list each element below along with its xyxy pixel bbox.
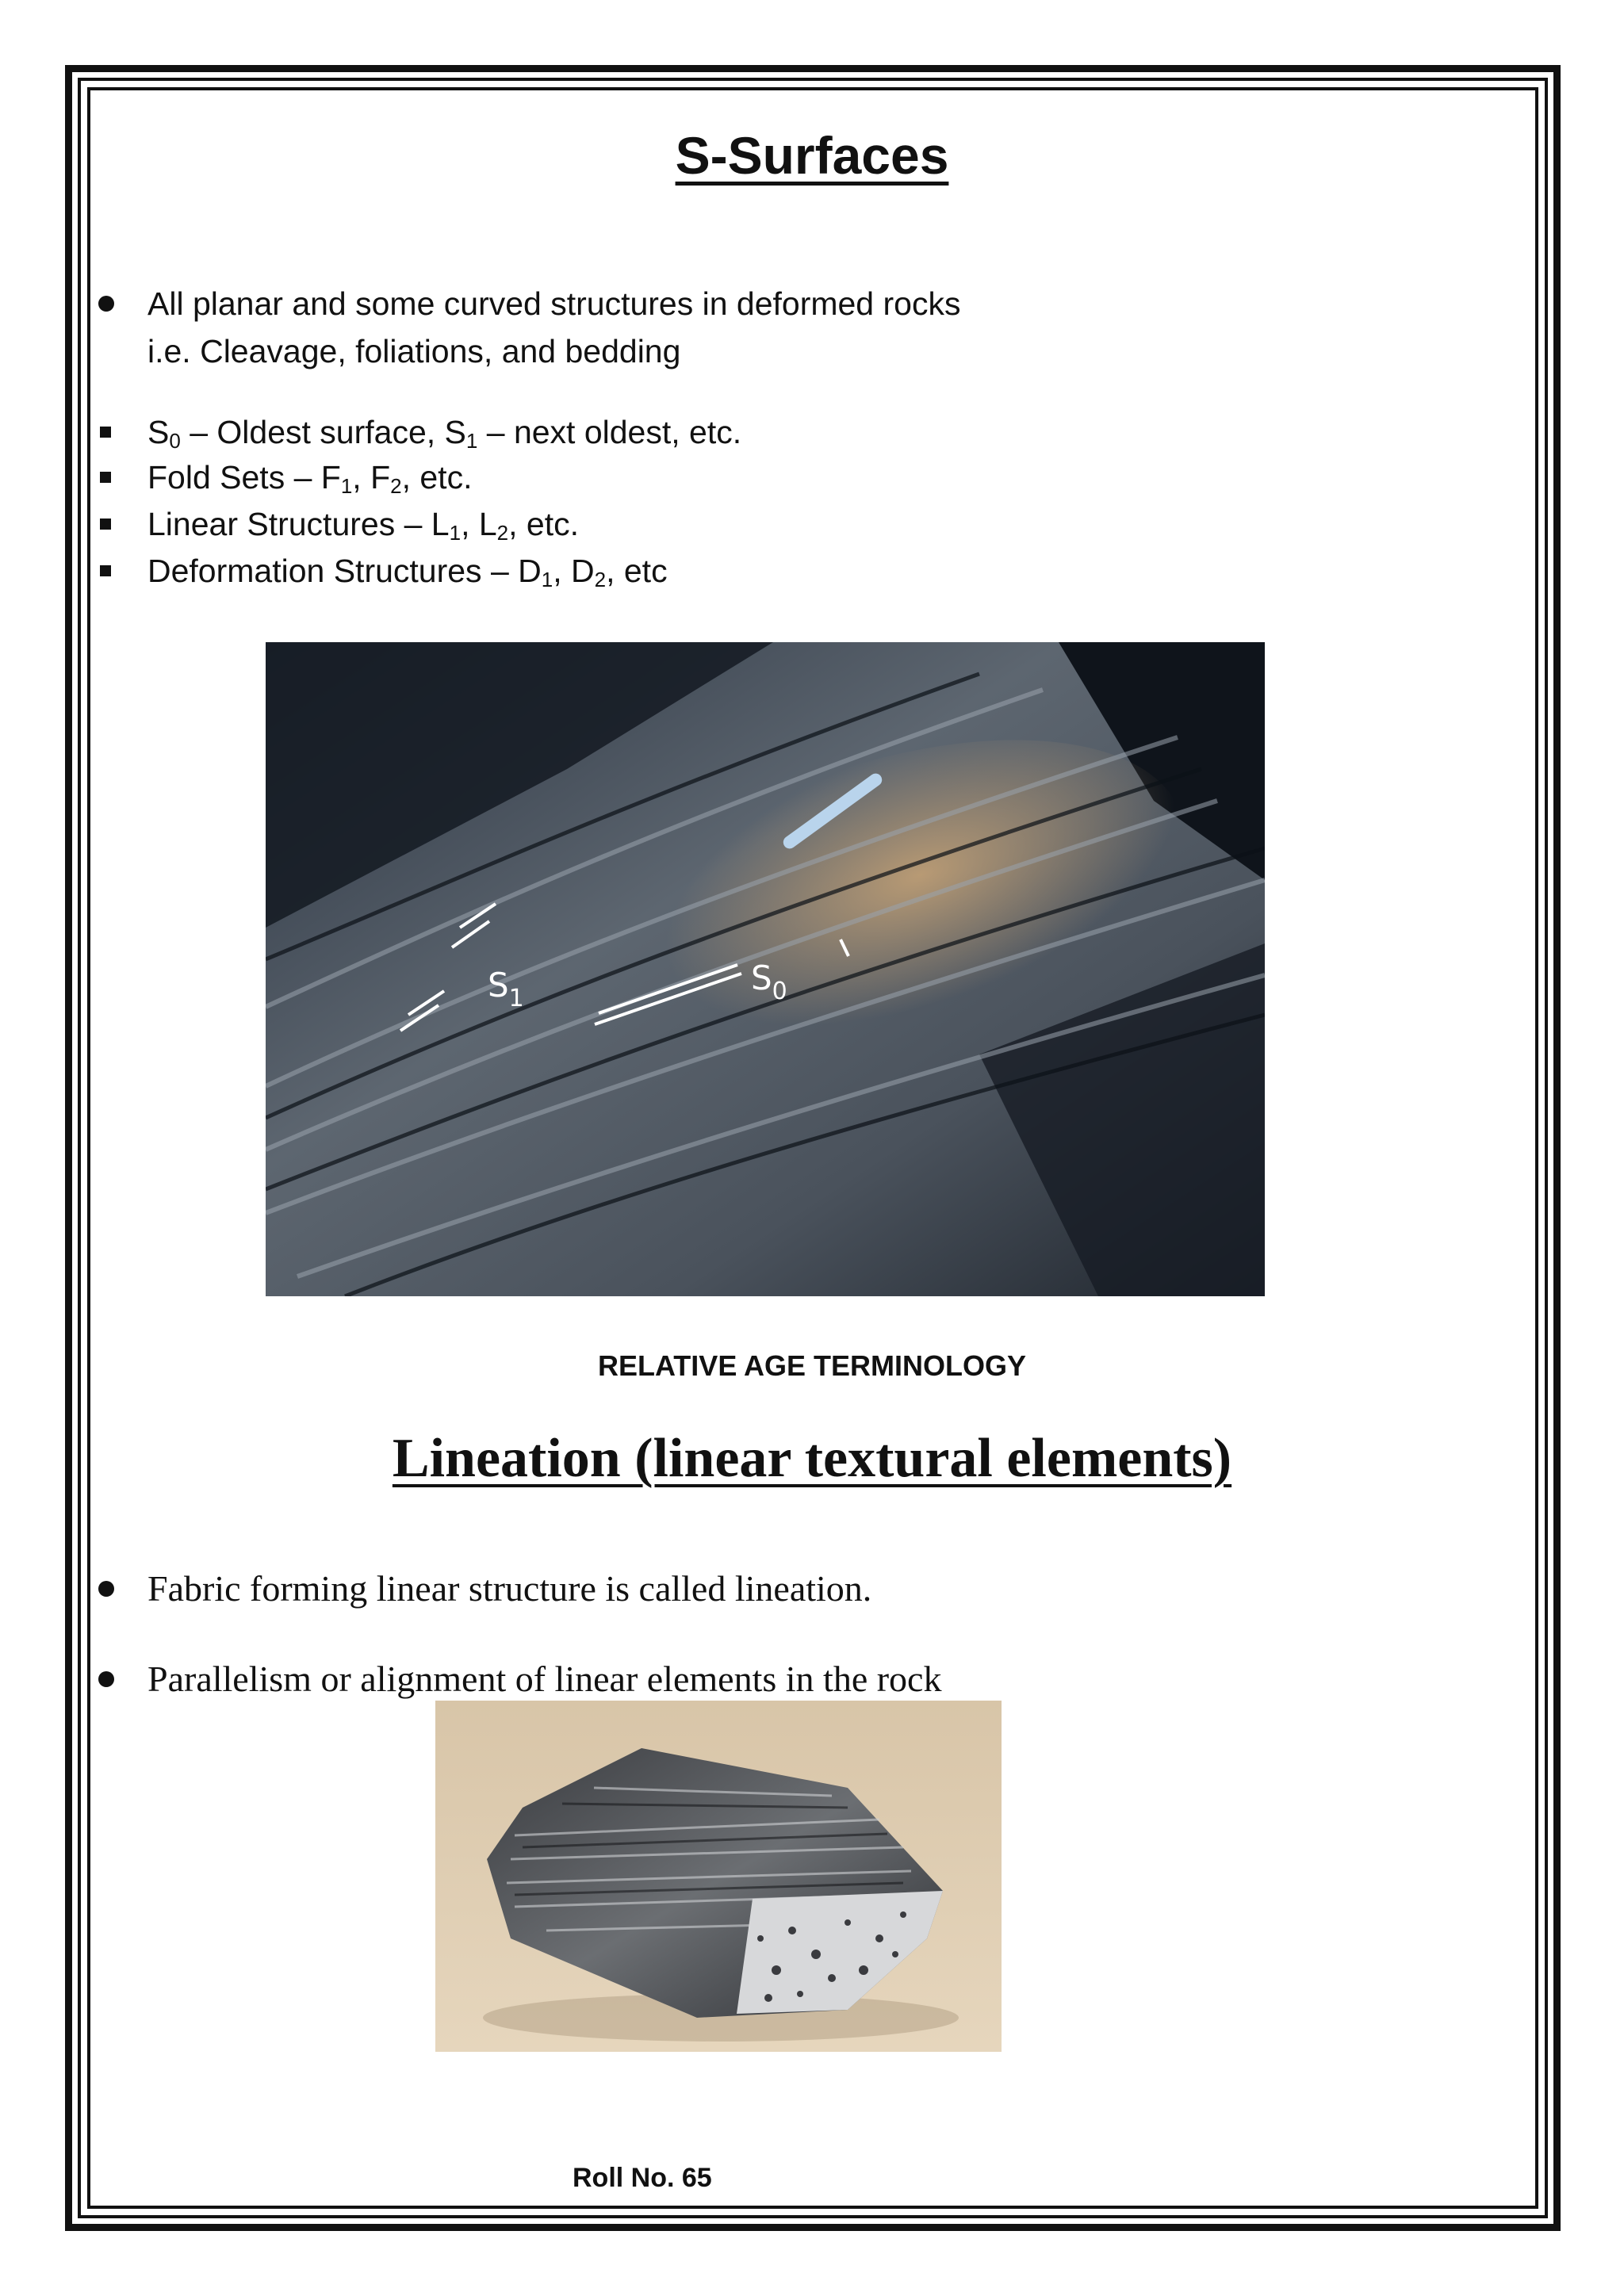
- list-item-deformation-structures: Deformation Structures – $D_1$, $D_2$, etc: [147, 553, 668, 591]
- roll-number: Roll No. 65: [573, 2163, 712, 2193]
- lineation-title: Lineation (linear textural elements): [392, 1428, 1232, 1489]
- s0-photo-label: $S_0$: [751, 959, 787, 1005]
- list-item-fold-sets: Fold Sets – $F_1$, $F_2$, etc.: [147, 459, 473, 498]
- list-item-linear-structures: Linear Structures – $L_1$, $L_2$, etc.: [147, 506, 579, 545]
- bullet-dot-icon: [98, 1671, 114, 1687]
- bullet-dot-icon: [98, 296, 114, 312]
- square-bullet-icon: [100, 519, 111, 530]
- lineated-rock-photo: [435, 1701, 1002, 2052]
- lineation-definition: Fabric forming linear structure is called lineation.: [147, 1568, 872, 1609]
- lineation-parallelism: Parallelism or alignment of linear elements in the rock: [147, 1659, 942, 1699]
- s-surfaces-title: S-Surfaces: [675, 126, 949, 185]
- s1-photo-label: $S_1$: [488, 966, 524, 1012]
- outcrop-photo: [266, 642, 1265, 1296]
- square-bullet-icon: [100, 565, 111, 576]
- square-bullet-icon: [100, 472, 111, 483]
- s-surfaces-examples: i.e. Cleavage, foliations, and bedding: [147, 333, 681, 369]
- square-bullet-icon: [100, 427, 111, 438]
- photo-caption: RELATIVE AGE TERMINOLOGY: [597, 1349, 1027, 1382]
- list-item-s-surfaces: $S_0$ – Oldest surface, $S_1$ – next oldest, etc.: [147, 414, 742, 453]
- bullet-dot-icon: [98, 1581, 114, 1597]
- s-surfaces-definition: All planar and some curved structures in deformed rocks: [147, 285, 961, 322]
